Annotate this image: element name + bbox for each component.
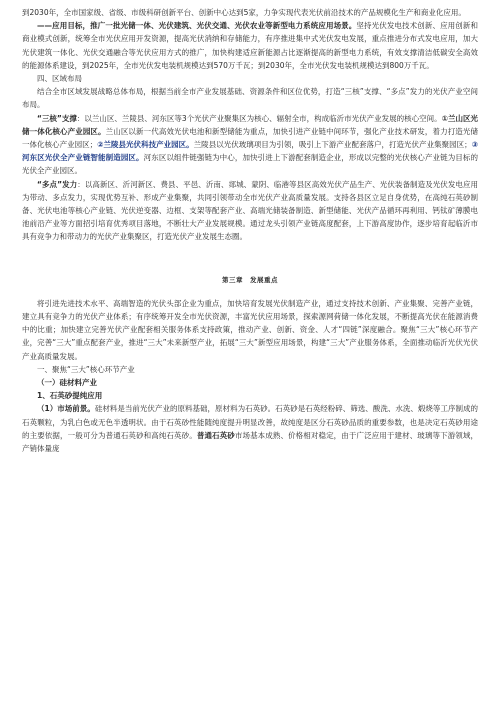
paragraph-text: 兰山区以新一代高效光伏电池和新型储能为重点，加快引进产业链中间环节，强化产业技术研发，着力打造光储一体化核心产业园区； [22,126,479,150]
highlight-zone-2: ②兰陵县光伏科技产业园区。 [97,140,194,150]
paragraph [22,19,478,72]
paragraph: 将引进先进技术水平、高端智造的光伏头部企业为重点，加快培育发展光伏制造产业，通过支持技术创新、产业集聚、完善产业链，建立具有竞争力的光伏产业体系；有序统筹开发全市光伏资源，丰富光伏应用场景，探索源网荷储一体化发展，不断提高光伏在能源消费中的比重；加快建立完善光伏产业配套相关服务体系支持政策，推动产业、创新、资金、人才“四链”深度融合。聚焦“三大”核心环节产业，完善“三大”重点配套产业，推进“三大”未来新型产业，拓展“三大”新型应用场景，构建“三大”产业服务体系，全面推动临沂光伏光伏产业高质量发展。 [22,298,478,361]
highlight-zone-1: ①兰山区光储一体化核心产业园区。 [22,113,478,136]
paragraph-text: 河东区以组件链强链为中心，加快引进上下游配套制造企业，形成以完整的光伏核心产业链为目标的光伏全产业园区。 [22,153,479,176]
paragraph [22,402,478,455]
subsubsection-heading: 1、石英砂提纯应用 [37,391,103,401]
bold-term: 普通石英砂 [196,430,235,440]
highlight-zone-3: ③河东区光伏全产业链智能制造园区。 [22,140,479,163]
paragraph-text: 兰陵县以光伏玻璃项目为引领，吸引上下游产业配套落户，打造光伏产业集聚园区； [193,140,472,150]
paragraph [22,112,478,178]
bold-lead: ——应用目标，推广一批光储一体、光伏建筑、光伏交通、光伏农业等新型电力系统应用场景。 [37,21,357,31]
paragraph-text: 坚持光伏发电技术创新、应用创新和商业模式创新，统筹全市光伏应用开发资源，提高光伏消纳和存储能力，有序推进集中式光伏发电发展，重点推进分布式发电应用，加大光伏建筑一体化、光伏交通融合等光伏应用方式的推广，加快构建适应新能源占比逐渐提高的新型电力系统，有效支撑清洁低碳安全高效的能源体系建设，到2025年，全市光伏发电装机规模达到570万千瓦；到2030年，全市光伏发电装机规模达到800万千瓦。 [22,21,478,70]
paragraph: 到2030年，全市国家级、省级、市级科研创新平台、创新中心达到5家，力争实现代表光伏前沿技术的产品规模化生产和商业化应用。 [22,8,466,17]
subsection-heading: （一）硅材料产业 [37,378,97,388]
spacer [22,244,478,274]
paragraph-text: ：以兰山区、兰陵县、河东区等3个光伏产业聚集区为核心、辐射全市，构成临沂市光伏产业发展的核心空间。 [76,113,442,123]
section-heading: 一、聚焦“三大”核心环节产业 [37,364,135,374]
chapter-heading: 第三章 发展重点 [222,275,278,284]
paragraph-text: 硅材料是当前光伏产业的原料基础，原材料为石英砂。石英砂是石英经粉碎、筛选、酸洗、水洗、煅烧等工序制成的石英颗粒，为乳白色或无色半透明状。由于石英砂性能随纯度提升明显改善，故纯度是区分石英砂品质的重要参数，也是决定石英砂用途的主要依据，一般可分为普通石英砂和高纯石英砂。 [22,404,478,440]
bold-lead: “三核”支撑 [37,113,77,123]
paragraph [22,178,478,244]
paragraph-text: ：以高新区、沂河新区、费县、平邑、沂南、郯城、蒙阴、临港等县区高效光伏产品生产、光伏装备制造及光伏发电应用为带动、多点发力，实现优势互补、形成产业集聚，共同引领带动全市光伏产业高质量发展。支持各县区立足自身优势，在高纯石英砂制备、光伏电池等核心产业链、光伏逆变器、边框、支架等配套产业、高端光储装备制造、新型储能、光伏产品循环再利用、钙钛矿薄膜电池前沿产业等方面招引培育优秀项目落地，不断壮大产业发展规模。通过龙头引领产业链高度配套，上下游高度协作，逐步培育起临沂市具有竞争力和带动力的光伏产业集聚区，打造光伏产业发展生态圈。 [22,179,479,242]
bold-lead: （1）市场前景。 [37,404,95,414]
paragraph: 结合全市区域发展战略总体布局，根据当前全市产业发展基础、资源条件和区位优势，打造“三核”支撑、“多点”发力的光伏产业空间布局。 [22,87,478,110]
paragraph-text: 市场基本成熟、价格相对稳定，由于广泛应用于建材、玻璃等下游领域，产销体量庞 [22,430,479,454]
section-heading: 四、区域布局 [37,74,82,84]
bold-lead: “多点”发力 [37,179,78,189]
